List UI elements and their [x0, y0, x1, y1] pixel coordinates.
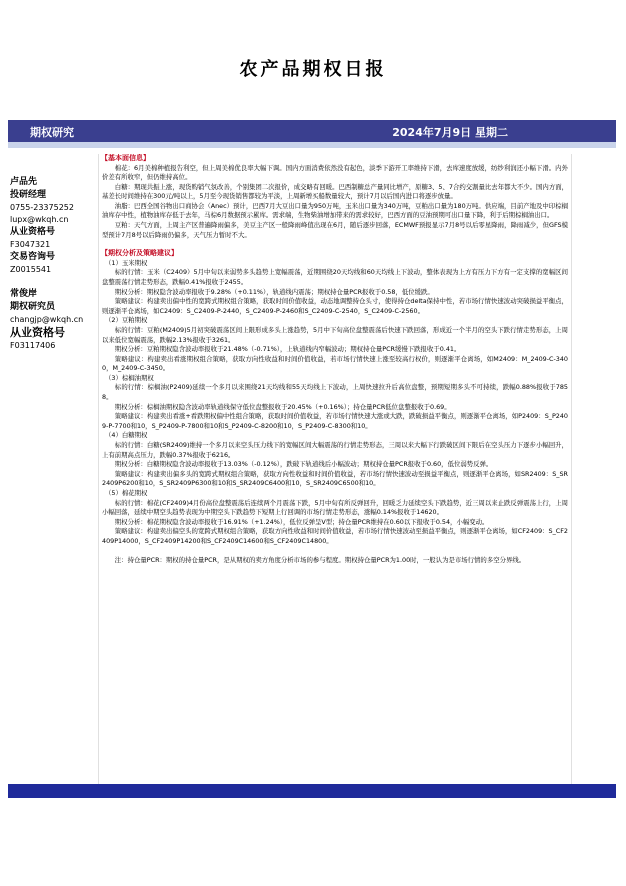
body-paragraph: 标的行情：玉米（C2409）5月中旬以来弱势多头趋势上宽幅震荡，近期围绕20天均线和60天均线上下波动，整体表现为上方有压力下方有一定支撑的宽幅区间盘整震荡行情走势形态，跌幅0.41%报收于2455。 — [102, 268, 568, 286]
sidebar-line: 投研经理 — [10, 190, 47, 200]
body-paragraph: 策略建议：构建卖出偏中性的宽跨式期权组合策略，获取时间价值收益，动态地调整持仓头寸，使得持仓delta保持中性，若市场行情快速波动突破损益平衡点，则逐渐平仓离场，如C2409：S_C2409-P-2440，S_C2409-P-2460和S_C2409-C-2540，S_C2409-C-2560。 — [102, 297, 568, 315]
sidebar-line: 期权研究员 — [10, 302, 56, 312]
sidebar-line: Z0015541 — [10, 265, 52, 274]
subsection-heading: （1）玉米期权 — [105, 258, 148, 267]
sidebar-line: F03117406 — [10, 341, 56, 350]
body-paragraph: 策略建议：构建卖出看涨+看跌期权偏中性组合策略，获取时间价值收益，若市场行情快速大涨或大跌，跌破损益平衡点，则逐渐平仓离场，如P2409：S_P2409-P-7700和10，S_P2409-P-7800和10和S_P2409-C-8200和10，S_P2409-C-8300和10。 — [102, 412, 568, 430]
body-paragraph: 标的行情：棉花(CF2409)4月份高位盘整震荡后连续两个月震荡下跌，5月中旬有所反弹回升，回暖乏力延续空头下跌趋势，近三周以来止跌反弹震荡上行，上周小幅回落，延续中期空头趋势表现为中期空头下跌趋势下短期上行回调的市场行情走势形态，涨幅0.14%报收于14620。 — [102, 498, 568, 517]
subsection-heading: （4）白糖期权 — [105, 431, 148, 440]
sidebar-line: changjp@wkqh.cn — [10, 315, 84, 324]
sidebar-line: 从业资格号 — [10, 227, 56, 237]
analyst-sidebar — [10, 176, 96, 352]
report-body — [98, 154, 572, 790]
body-paragraph: 策略建议：构建卖出偏空头的宽跨式期权组合策略，获取方向性收益和时间价值收益，若市场行情快速波动至损益平衡点，则逐渐平仓离场，如CF2409：S_CF2409P14000，S_CF2409P14200和S_CF2409C14600和S_CF2409C14800。 — [102, 527, 568, 545]
report-date: 2024年7月9日 星期二 — [392, 126, 508, 139]
header-band — [8, 120, 616, 142]
body-paragraph: 期权分析：期权隐含波动率报收于9.28%（+0.11%），轨道线内震荡；期权持仓量PCR报收于0.58，低位缓跌。 — [114, 287, 434, 296]
body-paragraph: 策略建议：构建卖出偏多头的宽跨式期权组合策略，获取方向性收益和时间价值收益，若市场行情快速波动至损益平衡点，则逐渐平仓离场，如SR2409：S_SR2409P6200和10，S_SR2409P6300和10和S_SR2409C6400和10，S_SR2409C6500和10。 — [102, 469, 568, 488]
section-heading: 【期权分析及策略建议】 — [101, 249, 178, 258]
body-paragraph: 标的行情：白糖(SR2409)维持一个多月以来空头压力线下的宽幅区间大幅震荡的行情走势形态，三周以来大幅下行跌破区间下限后在空头压力下逐步小幅回升，上有前期高点压力，跌幅0.37%报收于6216。 — [102, 441, 568, 459]
section-label: 期权研究 — [30, 126, 74, 139]
body-paragraph: 棉花：6月美棉种植报告利空，但上周美棉优良率大幅下调。国内方面消费依然没有起色，淡季下游开工率维持下滑，去库速度放缓，纺纱利润还小幅下滑。内外价差有所收窄，但仍维持高位。 — [102, 163, 568, 182]
sidebar-line: F3047321 — [10, 240, 51, 249]
body-paragraph: 期权分析：棕榈油期权隐含波动率轨道线保守低位盘整报收于20.45%（+0.16%）；持仓量PCR低位盘整报收于0.69。 — [114, 402, 451, 411]
body-paragraph: 豆粕：天气方面，上周主产区普遍降雨偏多，美豆主产区一般降雨峰值出现在6月，随后逐步回落，ECMWF预报显示7月8号以后零星降雨，降雨减少，但GFS模型预计7月8号以后降雨仍偏多，天气压力暂时不大。 — [102, 221, 568, 239]
body-paragraph: 期权分析：棉花期权隐含波动率报收于16.91%（+1.24%），低位反弹呈V型；持仓量PCR维持在0.60以下报收于0.54，小幅变动。 — [114, 517, 489, 526]
header-sub-bar — [8, 142, 616, 148]
subsection-heading: （5）棉花期权 — [105, 489, 148, 497]
body-paragraph: 策略建议：构建卖出看涨期权组合策略，获取方向性收益和时间价值收益，若市场行情快速上涨至较高行权价，则逐渐平仓离场，如M2409：M_2409-C-3400，M_2409-C-3450。 — [102, 354, 568, 373]
sidebar-line: lupx@wkqh.cn — [10, 215, 69, 224]
body-paragraph: 期权分析：豆粕期权隐含波动率报收于21.48%（-0.71%），上轨道线内窄幅波动；期权持仓量PCR缓慢下跌报收于0.41。 — [114, 345, 461, 354]
sidebar-line: 从业资格号 — [10, 326, 65, 339]
sidebar-line: 卢品先 — [10, 177, 38, 187]
section-heading: 【基本面信息】 — [101, 154, 150, 162]
sidebar-line: 0755-23375252 — [10, 203, 74, 212]
sidebar-line: 交易咨询号 — [10, 252, 56, 262]
paragraph-spacer — [99, 547, 571, 556]
sidebar-line: 常俊岸 — [10, 289, 38, 299]
body-paragraph: 油脂：巴西全国谷物出口商协会（Anec）预计，巴西7月大豆出口量为950万吨，玉米出口量为340万吨，豆粕出口量为180万吨。供应端，目前产地及中印棕榈油库存中性，植物油库存低于去年，马棕6月数据预示累库。需求端，生物柴油增加带来的需求较好，巴西方面的豆油预期可出口量下降，利于后期棕榈油出口。 — [102, 201, 568, 220]
paragraph-spacer — [99, 240, 571, 249]
report-title: 农产品期权日报 — [239, 59, 387, 80]
body-paragraph: 标的行情：棕榈油(P2409)延续一个多月以来围绕21天均线和55天均线上下波动，上周快速拉升后高位盘整，预期短期多头不可持续，跌幅0.88%报收于7858。 — [102, 383, 568, 402]
body-paragraph: 注：持仓量PCR：期权的持仓量PCR，是从期权的卖方角度分析市场的参与程度。期权持仓量PCR为1.00时，一般认为是市场行情的多空分界线。 — [114, 555, 526, 564]
body-paragraph: 标的行情：豆粕(M2409)5月初突破震荡区间上限形成多头上涨趋势，5月中下旬高位盘整震荡后快速下跌回落，形成近一个半月的空头下跌行情走势形态，上周以来低位宽幅震荡，跌幅2.13%报收于3261。 — [102, 325, 568, 344]
subsection-heading: （3）棕榈油期权 — [105, 373, 154, 382]
sidebar-spacer — [10, 276, 96, 288]
footer-bar — [8, 784, 616, 798]
body-paragraph: 期权分析：白糖期权隐含波动率报收于13.03%（-0.12%），跌破下轨道线后小幅波动；期权持仓量PCR报收于0.60，低位弱势反弹。 — [114, 460, 493, 469]
subsection-heading: （2）豆粕期权 — [105, 316, 148, 325]
body-paragraph: 白糖：期现共振上涨，现货购销气氛改善，个别集团二次报价，成交略有回暖。巴西制糖总产量同比增产，原糖3、5、7合约交割量比去年都大不少。国内方面，基差长时间维持在300元/吨以上，5月至今现货销售都较为平淡，上周新增买船数量较大，预计7月以后国内进口将逐步放量。 — [102, 182, 568, 201]
